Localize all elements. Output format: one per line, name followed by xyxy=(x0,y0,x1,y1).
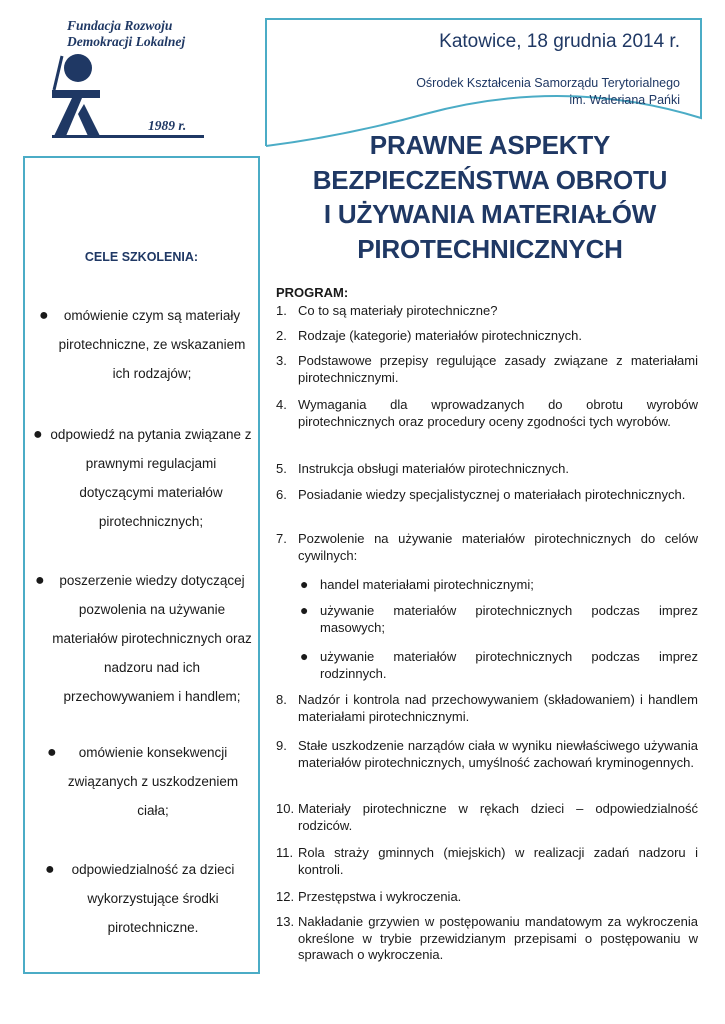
bullet-icon: ● xyxy=(45,861,55,878)
document-date: Katowice, 18 grudnia 2014 r. xyxy=(439,31,680,52)
goals-heading: CELE SZKOLENIA: xyxy=(84,250,199,264)
bullet-icon: ● xyxy=(33,426,43,443)
program-label: PROGRAM: xyxy=(276,285,349,300)
goal-item: ● odpowiedzialność za dzieci wykorzystujące środki pirotechniczne. xyxy=(31,855,253,942)
bullet-icon: ● xyxy=(300,648,309,664)
goal-item: ● odpowiedź na pytania związane z prawnymi regulacjami dotyczącymi materiałów pirotechnicznych; xyxy=(31,420,253,536)
goal-item: ● omówienie czym są materiały pirotechniczne, ze wskazaniem ich rodzajów; xyxy=(31,301,253,388)
foundation-logo xyxy=(40,14,240,144)
logo-underline xyxy=(52,135,204,138)
logo-year: 1989 r. xyxy=(148,118,187,133)
bullet-icon: ● xyxy=(47,744,57,761)
organizer-patron: im. Waleriana Pańki xyxy=(569,93,680,107)
bullet-icon: ● xyxy=(300,576,309,592)
logo-name: Fundacja Rozwoju Demokracji Lokalnej xyxy=(67,18,186,49)
person-figure-logo-icon xyxy=(48,52,128,138)
goal-item: ● omówienie konsekwencji związanych z uszkodzeniem ciała; xyxy=(31,738,253,825)
goal-item: ● poszerzenie wiedzy dotyczącej pozwolenia na używanie materiałów pirotechnicznych oraz nadzoru nad ich przechowywaniem i handlem; xyxy=(31,566,253,711)
organizer-name: Ośrodek Kształcenia Samorządu Terytorialnego xyxy=(416,76,680,90)
bullet-icon: ● xyxy=(35,572,45,589)
training-goals-box xyxy=(23,156,260,974)
bullet-icon: ● xyxy=(300,602,309,618)
page-title: PRAWNE ASPEKTY BEZPIECZEŃSTWA OBROTU I UŻYWANIA MATERIAŁÓW PIROTECHNICZNYCH xyxy=(312,130,668,264)
bullet-icon: ● xyxy=(39,307,49,324)
